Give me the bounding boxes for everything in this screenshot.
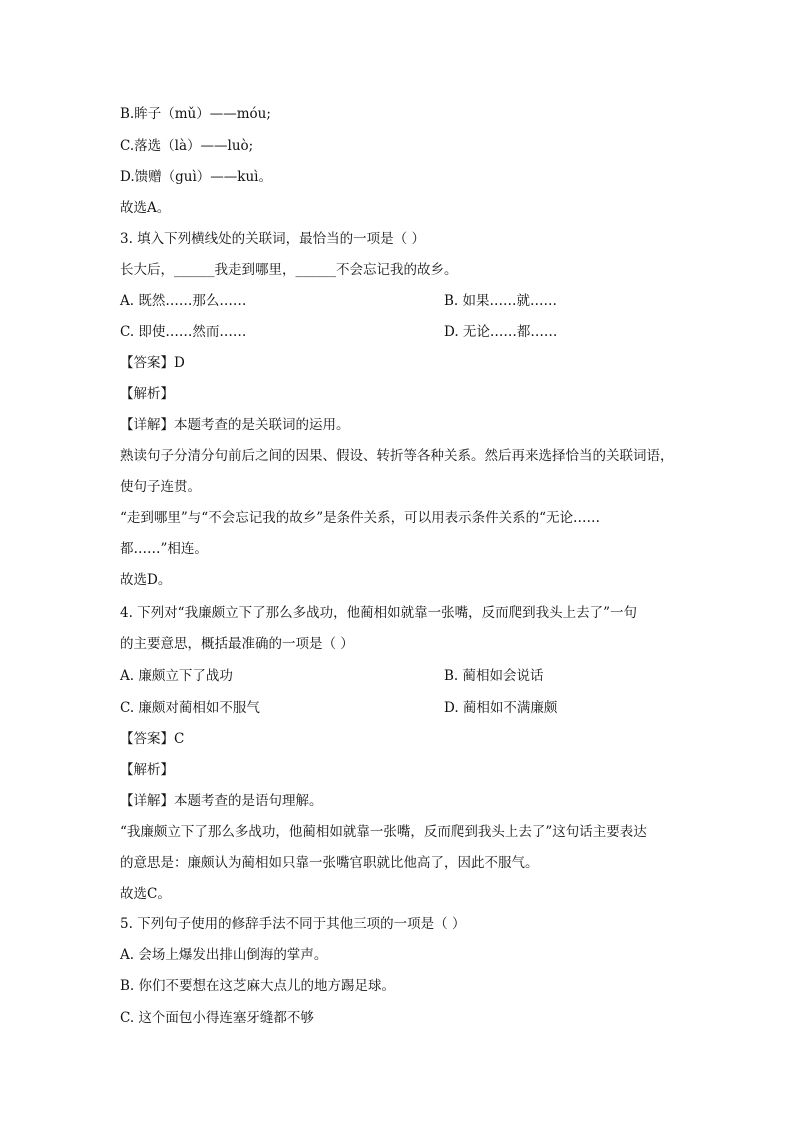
q4-conclusion: 故选C。 [120, 886, 171, 902]
q3-analysis-heading: 【解析】 [120, 386, 174, 402]
q2-conclusion: 故选A。 [120, 200, 171, 216]
q5-option-c: C. 这个面包小得连塞牙缝都不够 [120, 1010, 314, 1026]
q4-analysis-heading: 【解析】 [120, 762, 174, 778]
q4-detail: 【详解】本题考查的是语句理解。 [120, 793, 323, 809]
q3-conclusion: 故选D。 [120, 572, 172, 588]
q4-option-d: D. 蔺相如不满廉颇 [444, 700, 558, 716]
q4-stem-line-2: 的主要意思，概括最准确的一项是（ ） [120, 636, 354, 652]
q3-detail-line-3: “走到哪里”与“不会忘记我的故乡”是条件关系，可以用表示条件关系的“无论…… [120, 510, 601, 526]
q3-option-d: D. 无论……都…… [444, 324, 558, 340]
q4-option-a: A. 廉颇立下了战功 [120, 668, 233, 684]
option-d-explanation: D.馈赠（guì）——kuì。 [120, 169, 272, 185]
q3-option-c: C. 即使……然而…… [120, 324, 247, 340]
q3-detail-line-4: 都……”相连。 [120, 541, 208, 557]
q4-answer: 【答案】C [120, 731, 185, 747]
q3-detail: 【详解】本题考查的是关联词的运用。 [120, 417, 350, 433]
q3-option-b: B. 如果……就…… [444, 293, 558, 309]
q3-answer: 【答案】D [120, 355, 185, 371]
q4-option-c: C. 廉颇对蔺相如不服气 [120, 700, 260, 716]
q4-option-b: B. 蔺相如会说话 [444, 668, 544, 684]
q3-stem: 3. 填入下列横线处的关联词，最恰当的一项是（ ） [120, 231, 425, 247]
q3-detail-line-2: 使句子连贯。 [120, 479, 201, 495]
q4-detail-line-1: “我廉颇立下了那么多战功，他蔺相如就靠一张嘴，反而爬到我头上去了”这句话主要表达 [120, 824, 647, 840]
q4-stem-line-1: 4. 下列对“我廉颇立下了那么多战功，他蔺相如就靠一张嘴，反而爬到我头上去了”一句 [120, 605, 637, 621]
q3-sentence: 长大后，______我走到哪里，______不会忘记我的故乡。 [120, 262, 458, 278]
option-b-explanation: B.眸子（mǔ）——móu; [120, 106, 271, 122]
q5-stem: 5. 下列句子使用的修辞手法不同于其他三项的一项是（ ） [120, 916, 466, 932]
q3-detail-line-1: 熟读句子分清分句前后之间的因果、假设、转折等各种关系。然后再来选择恰当的关联词语， [120, 448, 674, 464]
q5-option-b: B. 你们不要想在这芝麻大点儿的地方踢足球。 [120, 978, 396, 994]
option-c-explanation: C.落选（là）——luò; [120, 138, 254, 154]
q4-detail-line-2: 的意思是：廉颇认为蔺相如只靠一张嘴官职就比他高了，因此不服气。 [120, 855, 539, 871]
q5-option-a: A. 会场上爆发出排山倒海的掌声。 [120, 947, 328, 963]
q3-option-a: A. 既然……那么…… [120, 293, 247, 309]
